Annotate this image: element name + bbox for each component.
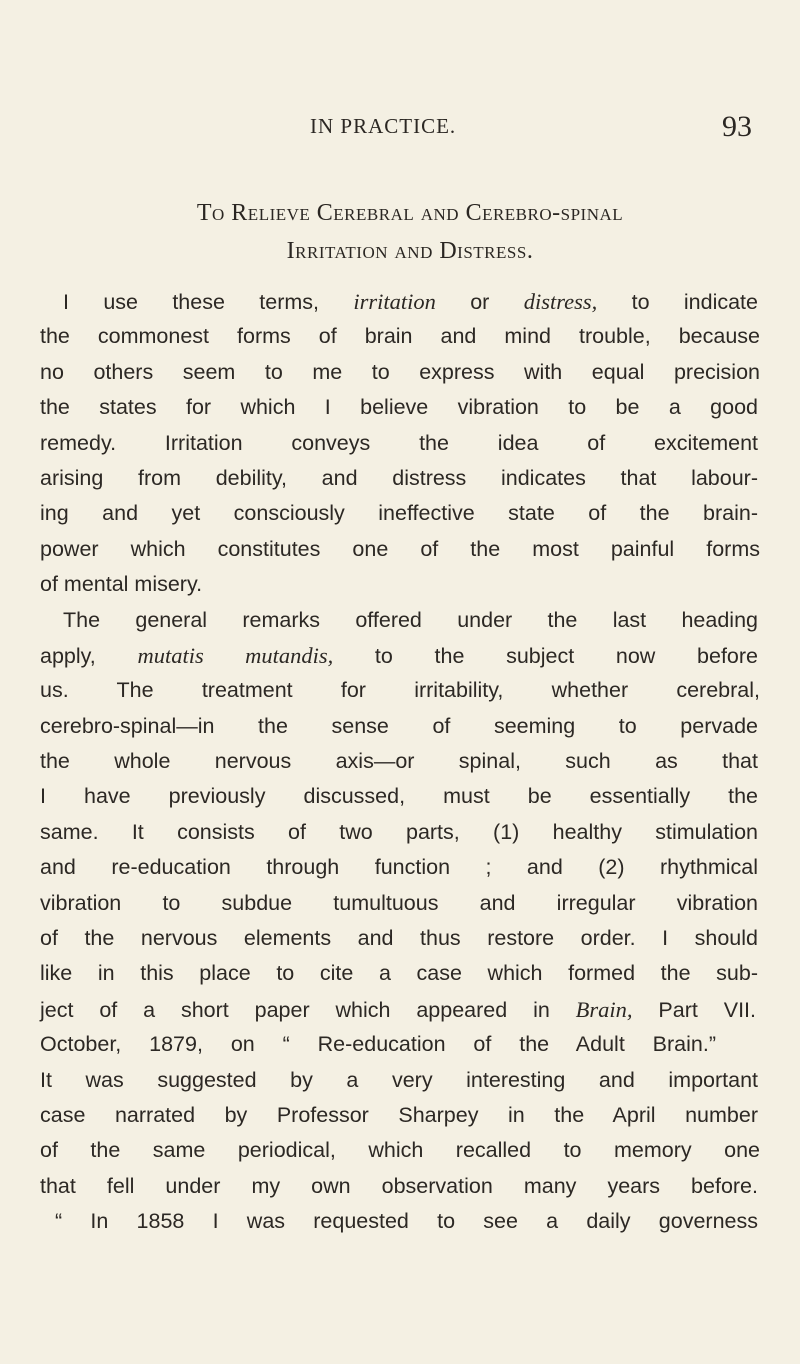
text-segment: same. It consists of two parts, (1) healthy stimulation xyxy=(40,819,758,844)
text-segment: to indicate xyxy=(597,290,758,314)
text-line xyxy=(40,355,760,390)
text-line xyxy=(40,992,756,1027)
text-line xyxy=(40,850,758,885)
text-segment: the states for which I believe vibration to be a good xyxy=(40,395,758,420)
text-segment: ing and yet consciously ineffective state of the brain- xyxy=(40,501,758,526)
text-segment: It was suggested by a very interesting and important xyxy=(40,1067,758,1092)
text-segment: of mental misery. xyxy=(40,572,203,597)
text-segment: the whole nervous axis—or spinal, such as that xyxy=(40,749,758,774)
text-segment: I use these terms, xyxy=(63,290,354,314)
text-segment: cerebro-spinal—in the sense of seeming to pervade xyxy=(40,713,758,738)
running-head: IN PRACTICE. xyxy=(310,114,457,138)
text-segment: of the nervous elements and thus restore order. I should xyxy=(40,926,758,951)
text-segment: “ In 1858 I was requested to see a daily governess xyxy=(55,1209,758,1234)
text-segment: arising from debility, and distress indicates that labour- xyxy=(40,465,758,490)
text-segment: us. The treatment for irritability, whether cerebral, xyxy=(40,678,760,703)
section-heading xyxy=(60,194,760,270)
text-line xyxy=(40,1098,758,1133)
text-segment: The general remarks offered under the last heading xyxy=(63,607,758,632)
text-line xyxy=(40,886,758,921)
text-segment: the commonest forms of brain and mind trouble, because xyxy=(40,324,760,349)
text-line xyxy=(40,1063,758,1098)
text-line xyxy=(55,1204,758,1239)
text-segment: remedy. Irritation conveys the idea of excitement xyxy=(40,430,758,455)
text-segment: October, 1879, on “ Re-education of the Adult Brain.” xyxy=(40,1032,716,1057)
body-text xyxy=(0,284,800,1240)
italic-text: mutatis mutandis, xyxy=(137,642,334,668)
text-segment: apply, xyxy=(40,643,138,668)
text-segment: to the subject now before xyxy=(333,643,758,668)
page-number: 93 xyxy=(722,110,752,143)
text-line xyxy=(40,1169,758,1204)
text-line xyxy=(40,673,760,708)
text-line xyxy=(63,603,758,638)
section-heading-line-2: Irritation and Distress. xyxy=(286,238,534,264)
text-line xyxy=(40,426,758,461)
text-segment: like in this place to cite a case which formed the sub- xyxy=(40,961,758,986)
text-segment: or xyxy=(435,290,524,314)
text-line xyxy=(40,744,758,779)
text-line xyxy=(40,779,758,814)
text-segment: power which constitutes one of the most painful forms xyxy=(40,536,760,561)
text-line xyxy=(40,921,758,956)
text-line xyxy=(40,532,760,567)
text-segment: of the same periodical, which recalled to memory one xyxy=(40,1138,760,1163)
text-segment: and re-education through function ; and (2) rhythmical xyxy=(40,855,758,880)
italic-text: distress, xyxy=(523,289,598,314)
text-segment: ject of a short paper which appeared in xyxy=(40,997,576,1022)
text-segment: that fell under my own observation many years before. xyxy=(40,1173,758,1198)
text-line xyxy=(40,1027,716,1062)
text-segment: Part VII. xyxy=(632,997,756,1022)
text-line xyxy=(63,284,758,319)
text-line xyxy=(40,815,758,850)
text-line xyxy=(40,390,758,425)
text-line xyxy=(40,319,760,354)
text-segment: case narrated by Professor Sharpey in the April number xyxy=(40,1102,758,1127)
text-line xyxy=(40,496,758,531)
text-line xyxy=(40,461,758,496)
text-segment: I have previously discussed, must be essentially the xyxy=(40,784,758,809)
text-segment: vibration to subdue tumultuous and irregular vibration xyxy=(40,890,758,915)
text-line xyxy=(40,567,340,602)
text-line xyxy=(40,638,758,673)
italic-text: Brain, xyxy=(575,996,633,1022)
italic-text: irritation xyxy=(353,289,436,314)
text-line xyxy=(40,709,758,744)
text-line xyxy=(40,956,758,991)
text-segment: no others seem to me to express with equal precision xyxy=(40,359,760,384)
text-line xyxy=(40,1133,760,1168)
section-heading-line-1: To Relieve Cerebral and Cerebro-spinal xyxy=(196,200,624,226)
